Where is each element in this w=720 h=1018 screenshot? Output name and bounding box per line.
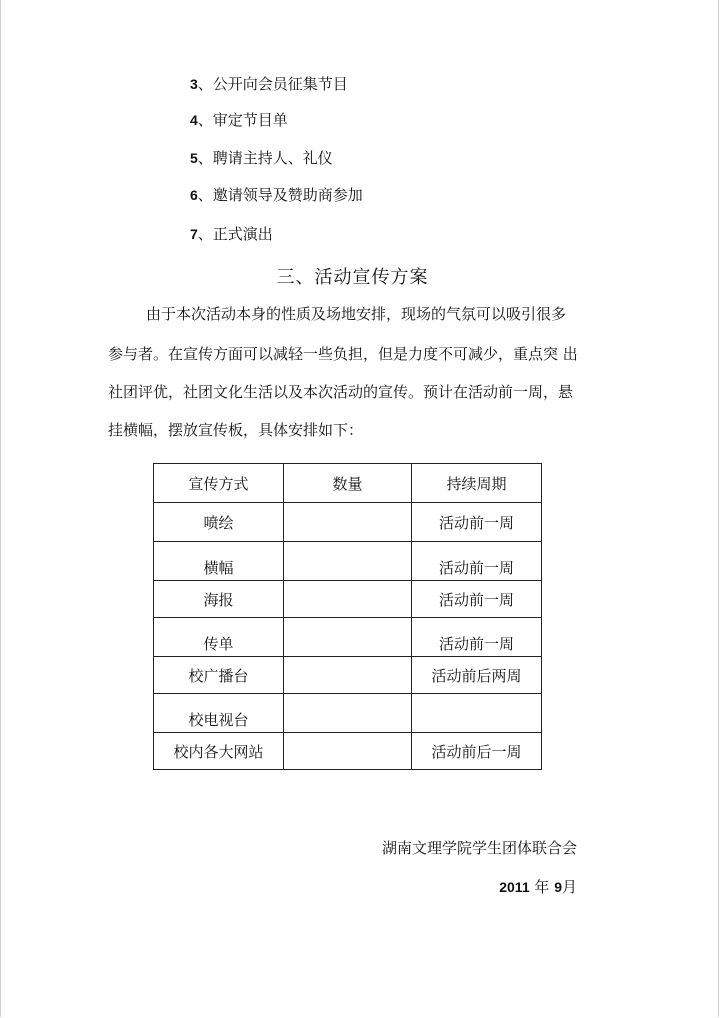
cell-duration bbox=[412, 694, 542, 733]
list-item bbox=[190, 185, 363, 205]
cell-method: 校广播台 bbox=[154, 657, 284, 694]
list-text: 、邀请领导及赞助商参加 bbox=[197, 186, 363, 204]
paragraph-line: 参与者。在宣传方面可以减轻一些负担，但是力度不可减少，重点突 出 bbox=[108, 345, 578, 363]
cell-method: 横幅 bbox=[154, 542, 284, 581]
list-item bbox=[190, 148, 333, 168]
cell-duration: 活动前一周 bbox=[412, 581, 542, 618]
date bbox=[499, 877, 577, 897]
cell-quantity bbox=[284, 694, 412, 733]
header-cell-quantity: 数量 bbox=[284, 464, 412, 503]
table-header-row bbox=[154, 464, 542, 503]
list-number: 7 bbox=[190, 226, 198, 242]
cell-quantity bbox=[284, 733, 412, 770]
cell-duration: 活动前一周 bbox=[412, 618, 542, 657]
section-title: 三、活动宣传方案 bbox=[276, 267, 429, 288]
cell-method: 喷绘 bbox=[154, 503, 284, 542]
list-text: 、聘请主持人、礼仪 bbox=[197, 149, 333, 167]
list-text: 、公开向会员征集节目 bbox=[197, 75, 348, 93]
cell-duration: 活动前一周 bbox=[412, 542, 542, 581]
list-number: 5 bbox=[190, 150, 198, 166]
cell-quantity bbox=[284, 581, 412, 618]
table-row bbox=[154, 542, 542, 581]
date-month: 9 bbox=[554, 879, 562, 895]
cell-duration: 活动前后一周 bbox=[412, 733, 542, 770]
promotion-table bbox=[153, 463, 542, 770]
cell-method: 海报 bbox=[154, 581, 284, 618]
cell-quantity bbox=[284, 503, 412, 542]
table-row bbox=[154, 503, 542, 542]
table-row bbox=[154, 733, 542, 770]
cell-method: 校电视台 bbox=[154, 694, 284, 733]
table-row bbox=[154, 581, 542, 618]
list-number: 4 bbox=[190, 112, 198, 128]
cell-quantity bbox=[284, 618, 412, 657]
header-cell-method: 宣传方式 bbox=[154, 464, 284, 503]
table-row bbox=[154, 618, 542, 657]
paragraph-line: 挂横幅，摆放宣传板，具体安排如下： bbox=[108, 421, 364, 439]
list-item bbox=[190, 224, 273, 244]
paragraph-line: 社团评优，社团文化生活以及本次活动的宣传。预计在活动前一周，悬 bbox=[108, 383, 574, 401]
paragraph-line: 由于本次活动本身的性质及场地安排，现场的气氛可以吸引很多 bbox=[146, 305, 567, 323]
table-row bbox=[154, 657, 542, 694]
list-number: 3 bbox=[190, 76, 198, 92]
list-number: 6 bbox=[190, 187, 198, 203]
list-text: 、审定节目单 bbox=[197, 111, 288, 129]
cell-method: 校内各大网站 bbox=[154, 733, 284, 770]
list-item bbox=[190, 110, 288, 130]
date-month-unit: 月 bbox=[561, 878, 577, 896]
date-year: 2011 bbox=[499, 879, 530, 895]
list-item bbox=[190, 74, 348, 94]
cell-duration: 活动前后两周 bbox=[412, 657, 542, 694]
header-cell-duration: 持续周期 bbox=[412, 464, 542, 503]
table-row bbox=[154, 694, 542, 733]
cell-method: 传单 bbox=[154, 618, 284, 657]
date-year-unit: 年 bbox=[534, 878, 550, 896]
signature: 湖南文理学院学生团体联合会 bbox=[381, 839, 577, 857]
cell-quantity bbox=[284, 657, 412, 694]
list-text: 、正式演出 bbox=[197, 225, 273, 243]
cell-duration: 活动前一周 bbox=[412, 503, 542, 542]
cell-quantity bbox=[284, 542, 412, 581]
